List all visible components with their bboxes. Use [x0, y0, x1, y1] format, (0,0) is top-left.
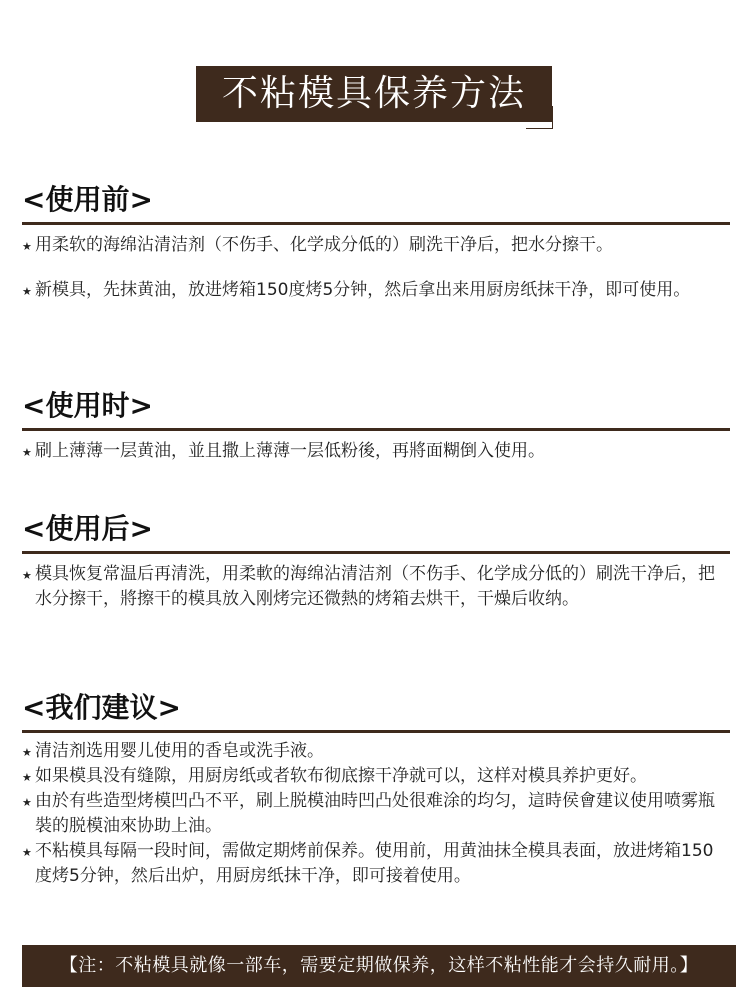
list-item — [22, 233, 730, 258]
section-advice — [22, 688, 730, 889]
list-item — [22, 278, 730, 303]
list-item — [22, 764, 730, 789]
star-bullet-icon: ★ — [22, 746, 32, 759]
list-item — [22, 789, 730, 839]
star-bullet-icon: ★ — [22, 569, 32, 582]
title-banner — [196, 66, 556, 126]
page-title: 不粘模具保养方法 — [196, 66, 552, 122]
list-item — [22, 839, 730, 889]
section-heading: <使用时> — [22, 386, 730, 431]
star-bullet-icon: ★ — [22, 771, 32, 784]
section-heading: <使用后> — [22, 509, 730, 554]
item-text: 由於有些造型烤模凹凸不平，刷上脱模油時凹凸处很难涂的均匀，這時侯會建议使用喷雾瓶裝的脱模油來协助上油。 — [35, 791, 715, 836]
star-bullet-icon: ★ — [22, 846, 32, 859]
star-bullet-icon: ★ — [22, 240, 32, 253]
item-text: 模具恢复常温后再清洗，用柔軟的海绵沾清洁剂（不伤手、化学成分低的）刷洗干净后，把水分擦干，將擦干的模具放入刚烤完还微熱的烤箱去烘干，干燥后收纳。 — [35, 564, 715, 609]
item-text: 如果模具没有缝隙，用厨房纸或者软布彻底擦干净就可以，这样对模具养护更好。 — [35, 766, 647, 786]
footer-note: 【注：不粘模具就像一部车，需要定期做保养，这样不粘性能才会持久耐用。】 — [22, 945, 736, 987]
section-before-use — [22, 180, 730, 303]
title-corner-decoration — [526, 106, 553, 129]
star-bullet-icon: ★ — [22, 285, 32, 298]
item-text: 用柔软的海绵沾清洁剂（不伤手、化学成分低的）刷洗干净后，把水分擦干。 — [35, 235, 613, 255]
item-text: 新模具，先抹黄油，放进烤箱150度烤5分钟，然后拿出来用厨房纸抹干净，即可使用。 — [35, 280, 691, 300]
star-bullet-icon: ★ — [22, 796, 32, 809]
list-item — [22, 739, 730, 764]
section-after-use — [22, 509, 730, 612]
item-text: 清洁剂选用婴儿使用的香皂或洗手液。 — [35, 741, 324, 761]
star-bullet-icon: ★ — [22, 446, 32, 459]
list-item — [22, 439, 730, 464]
section-heading: <我们建议> — [22, 688, 730, 733]
item-text: 不粘模具每隔一段时间，需做定期烤前保养。使用前，用黄油抹全模具表面，放进烤箱150度烤5分钟，然后出炉，用厨房纸抹干净，即可接着使用。 — [35, 841, 714, 886]
item-text: 刷上薄薄一层黄油，並且撒上薄薄一层低粉後，再將面糊倒入使用。 — [35, 441, 545, 461]
section-heading: <使用前> — [22, 180, 730, 225]
list-item — [22, 562, 730, 612]
section-during-use — [22, 386, 730, 464]
